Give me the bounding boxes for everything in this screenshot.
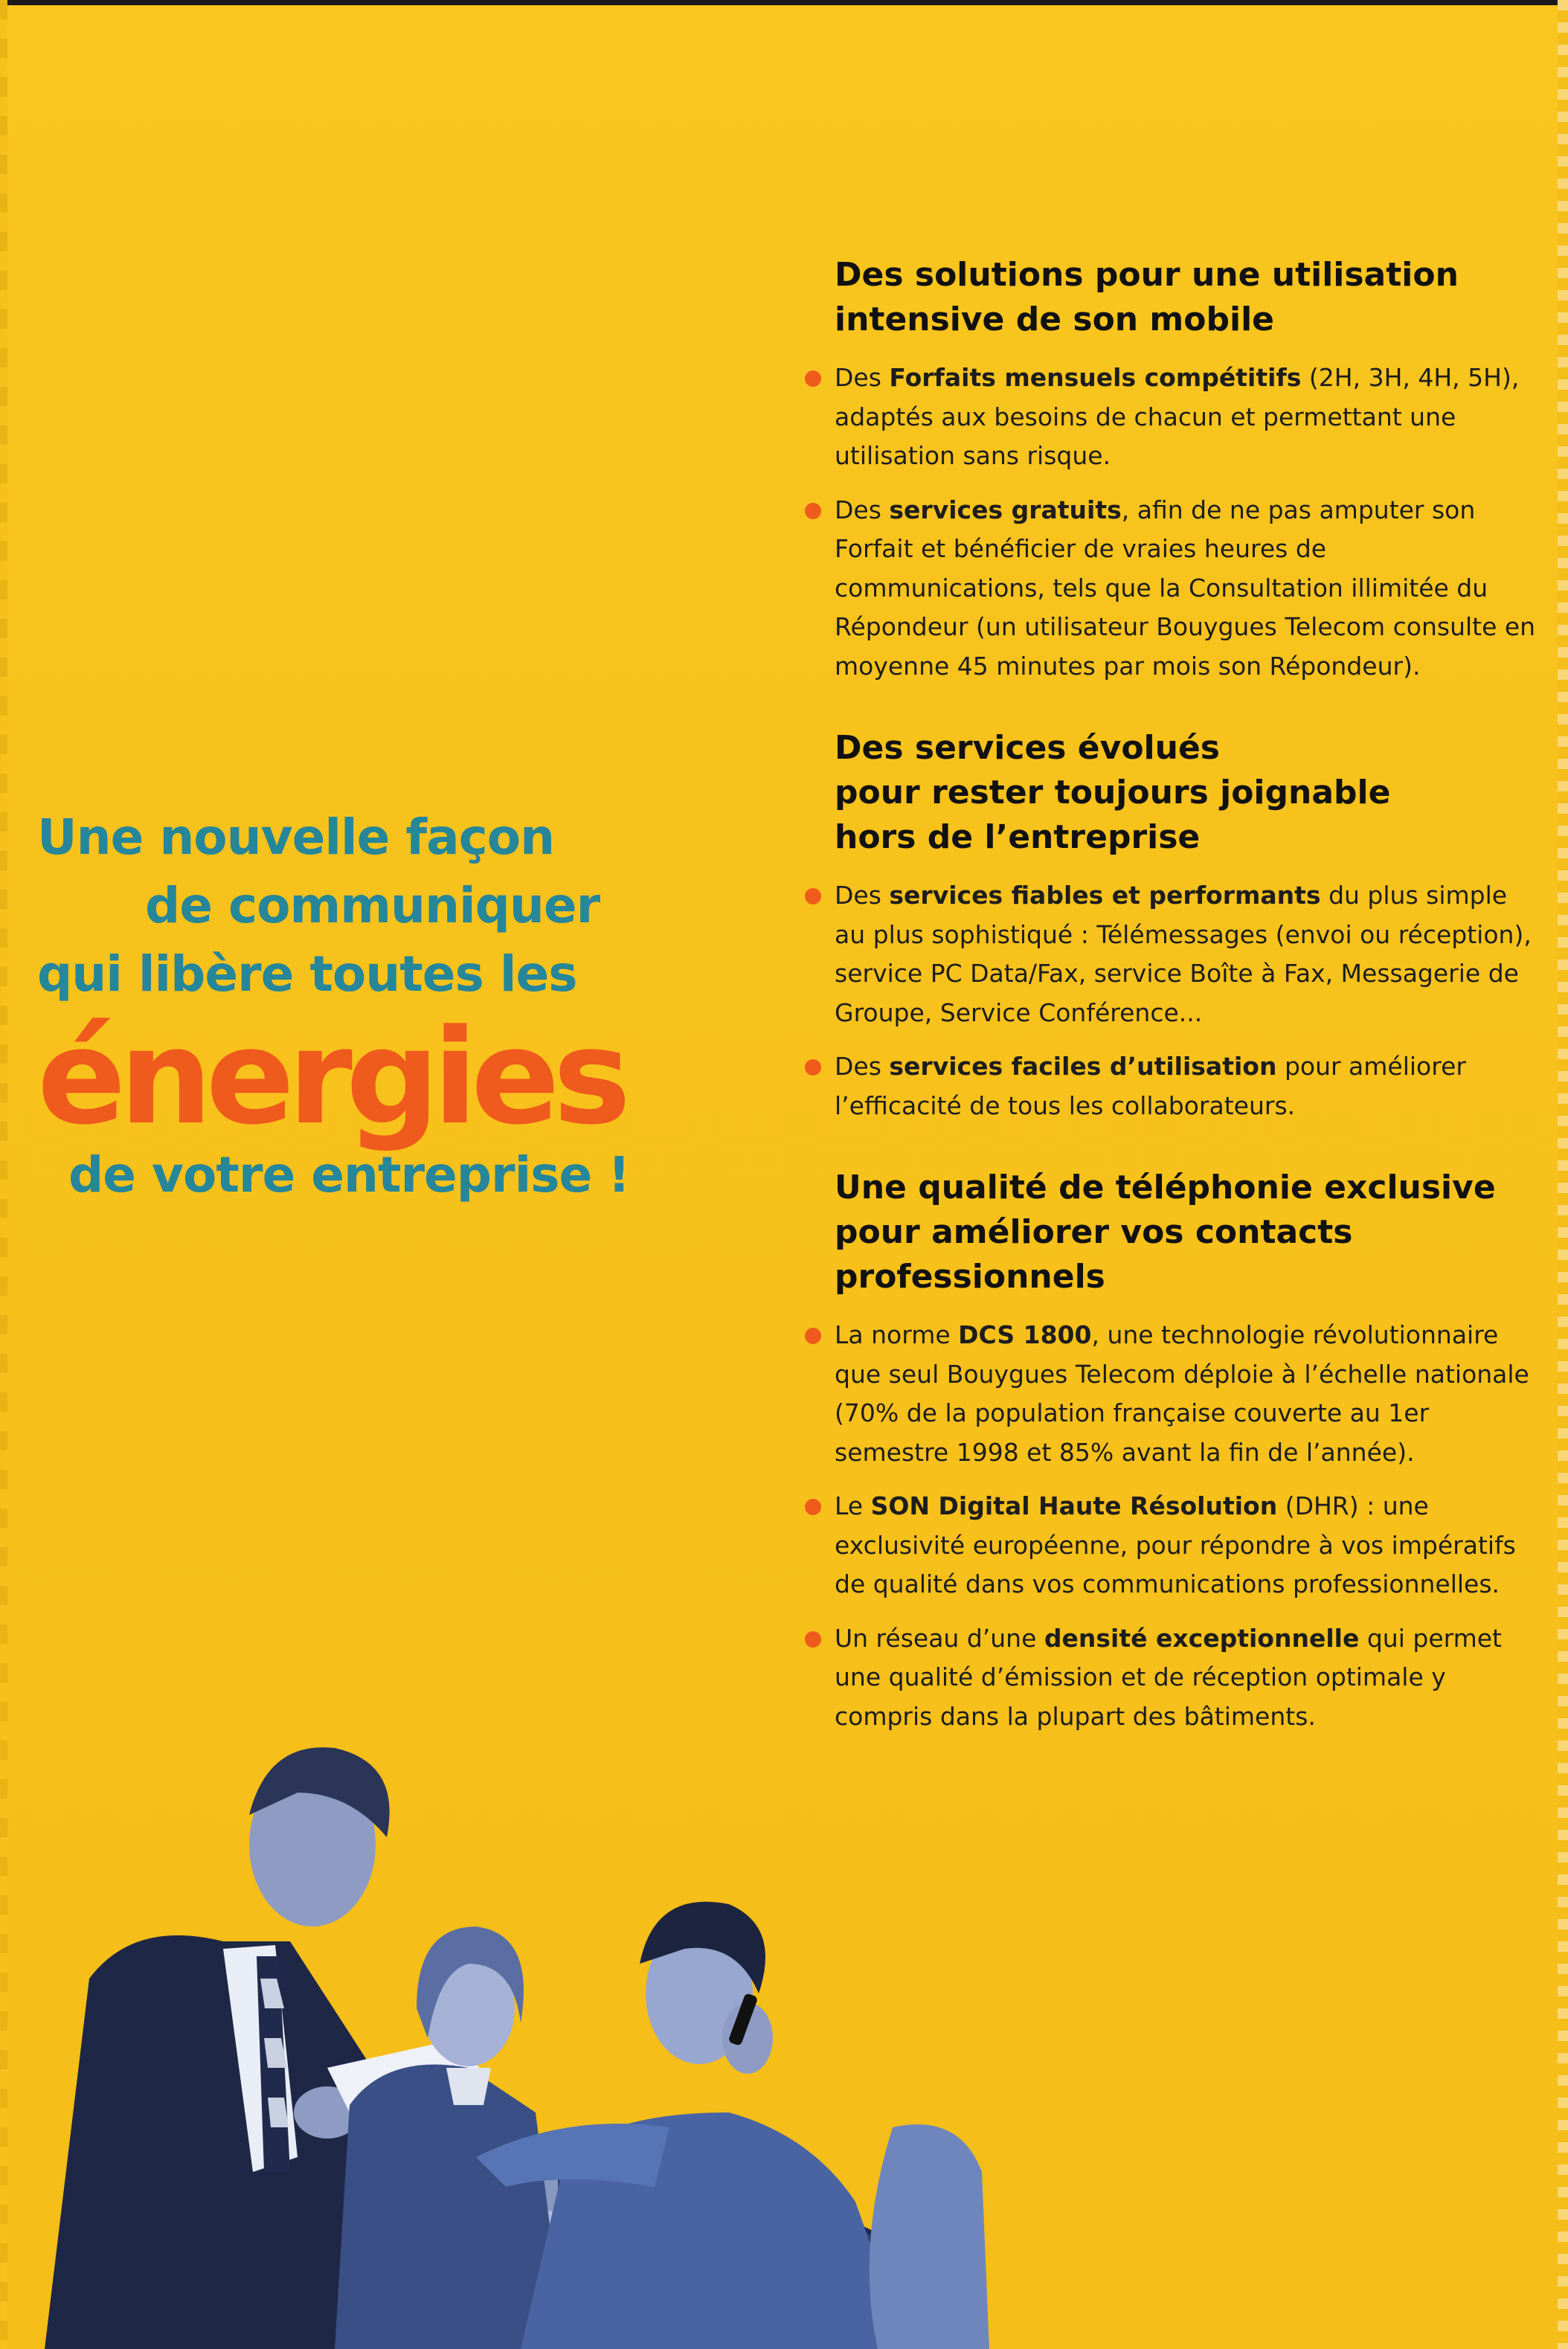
- feature-item: [802, 1047, 1538, 1125]
- text-segment: Le: [835, 1491, 871, 1520]
- headline-line-1: Une nouvelle façon: [37, 809, 555, 866]
- text-segment-bold: services faciles d’utilisation: [889, 1052, 1277, 1081]
- section-services: [802, 726, 1538, 1125]
- text-segment: Des: [835, 363, 890, 392]
- text-segment: Des: [835, 881, 890, 910]
- scan-top-edge: [0, 0, 1568, 5]
- bullet-dot-icon: [805, 503, 821, 519]
- text-segment-bold: services gratuits: [889, 495, 1122, 524]
- headline: [37, 803, 630, 1209]
- headline-line-5: de votre entreprise !: [68, 1146, 630, 1204]
- business-meeting-photo: [0, 1592, 997, 2349]
- section-title-line: Une qualité de téléphonie exclusive: [835, 1169, 1496, 1206]
- headline-emphasis: énergies: [37, 1001, 625, 1154]
- feature-item: [802, 359, 1538, 476]
- section-title-line: Des solutions pour une utilisation: [835, 256, 1459, 294]
- headline-line-2: de communiquer: [145, 877, 600, 934]
- scan-right-edge: [1558, 0, 1568, 2349]
- headline-line-3: qui libère toutes les: [37, 945, 577, 1003]
- text-segment: Des: [835, 1052, 890, 1081]
- section-title: [835, 1166, 1538, 1299]
- section-title-line: hors de l’entreprise: [835, 818, 1201, 856]
- text-segment: La norme: [835, 1320, 959, 1349]
- text-segment: pour améliorer l’efficacité de tous les collaborateurs.: [835, 1052, 1466, 1120]
- text-segment: (2H, 3H, 4H, 5H), adaptés aux besoins de chacun et permettant une utilisation sans risque.: [835, 363, 1520, 470]
- bullet-dot-icon: [805, 1499, 821, 1515]
- feature-text: [835, 1487, 1538, 1604]
- text-segment: , afin de ne pas amputer son Forfait et bénéficier de vraies heures de communications, tels que la Consultation illimitée du Répondeur (un utilisateur Bouygues Telecom consulte en moyenne 45 minutes par mois son Répondeur).: [835, 495, 1536, 681]
- section-title-line: professionnels: [835, 1258, 1105, 1296]
- bullet-dot-icon: [805, 888, 821, 904]
- text-segment-bold: densité exceptionnelle: [1044, 1623, 1360, 1653]
- bullet-dot-icon: [805, 1328, 821, 1344]
- feature-text: [835, 491, 1538, 687]
- text-segment: , une technologie révolutionnaire que seul Bouygues Telecom déploie à l’échelle nationale (70% de la population française couverte au 1er semestre 1998 et 85% avant la fin de l’année).: [835, 1320, 1529, 1467]
- section-title-line: Des services évolués: [835, 729, 1220, 767]
- text-segment-bold: Forfaits mensuels compétitifs: [889, 363, 1302, 392]
- section-title-line: pour améliorer vos contacts: [835, 1213, 1353, 1251]
- section-title-line: pour rester toujours joignable: [835, 774, 1391, 812]
- features-column: [802, 253, 1538, 1776]
- section-solutions: [802, 253, 1538, 686]
- section-title-line: intensive de son mobile: [835, 301, 1275, 338]
- text-segment: (DHR) : une exclusivité européenne, pour répondre à vos impératifs de qualité dans vos communications professionnelles.: [835, 1491, 1516, 1598]
- text-segment-bold: SON Digital Haute Résolution: [870, 1491, 1278, 1520]
- feature-text: [835, 1047, 1538, 1125]
- text-segment: du plus simple au plus sophistiqué : Télémessages (envoi ou réception), service PC Data/Fax, service Boîte à Fax, Messagerie de Groupe, Service Conférence...: [835, 881, 1532, 1027]
- text-segment-bold: DCS 1800: [958, 1320, 1092, 1349]
- feature-item: [802, 491, 1538, 687]
- feature-text: [835, 1316, 1538, 1472]
- text-segment: Des: [835, 495, 890, 524]
- bullet-dot-icon: [805, 1059, 821, 1076]
- section-title: [835, 726, 1538, 860]
- bullet-dot-icon: [805, 370, 821, 387]
- feature-item: [802, 1487, 1538, 1604]
- text-segment: Un réseau d’une: [835, 1623, 1044, 1653]
- section-title: [835, 253, 1538, 342]
- feature-text: [835, 359, 1538, 476]
- text-segment-bold: services fiables et performants: [889, 881, 1321, 910]
- feature-text: [835, 876, 1538, 1032]
- feature-item: [802, 876, 1538, 1032]
- feature-item: [802, 1316, 1538, 1472]
- text-segment: qui permet une qualité d’émission et de réception optimale y compris dans la plupart des bâtiments.: [835, 1623, 1502, 1731]
